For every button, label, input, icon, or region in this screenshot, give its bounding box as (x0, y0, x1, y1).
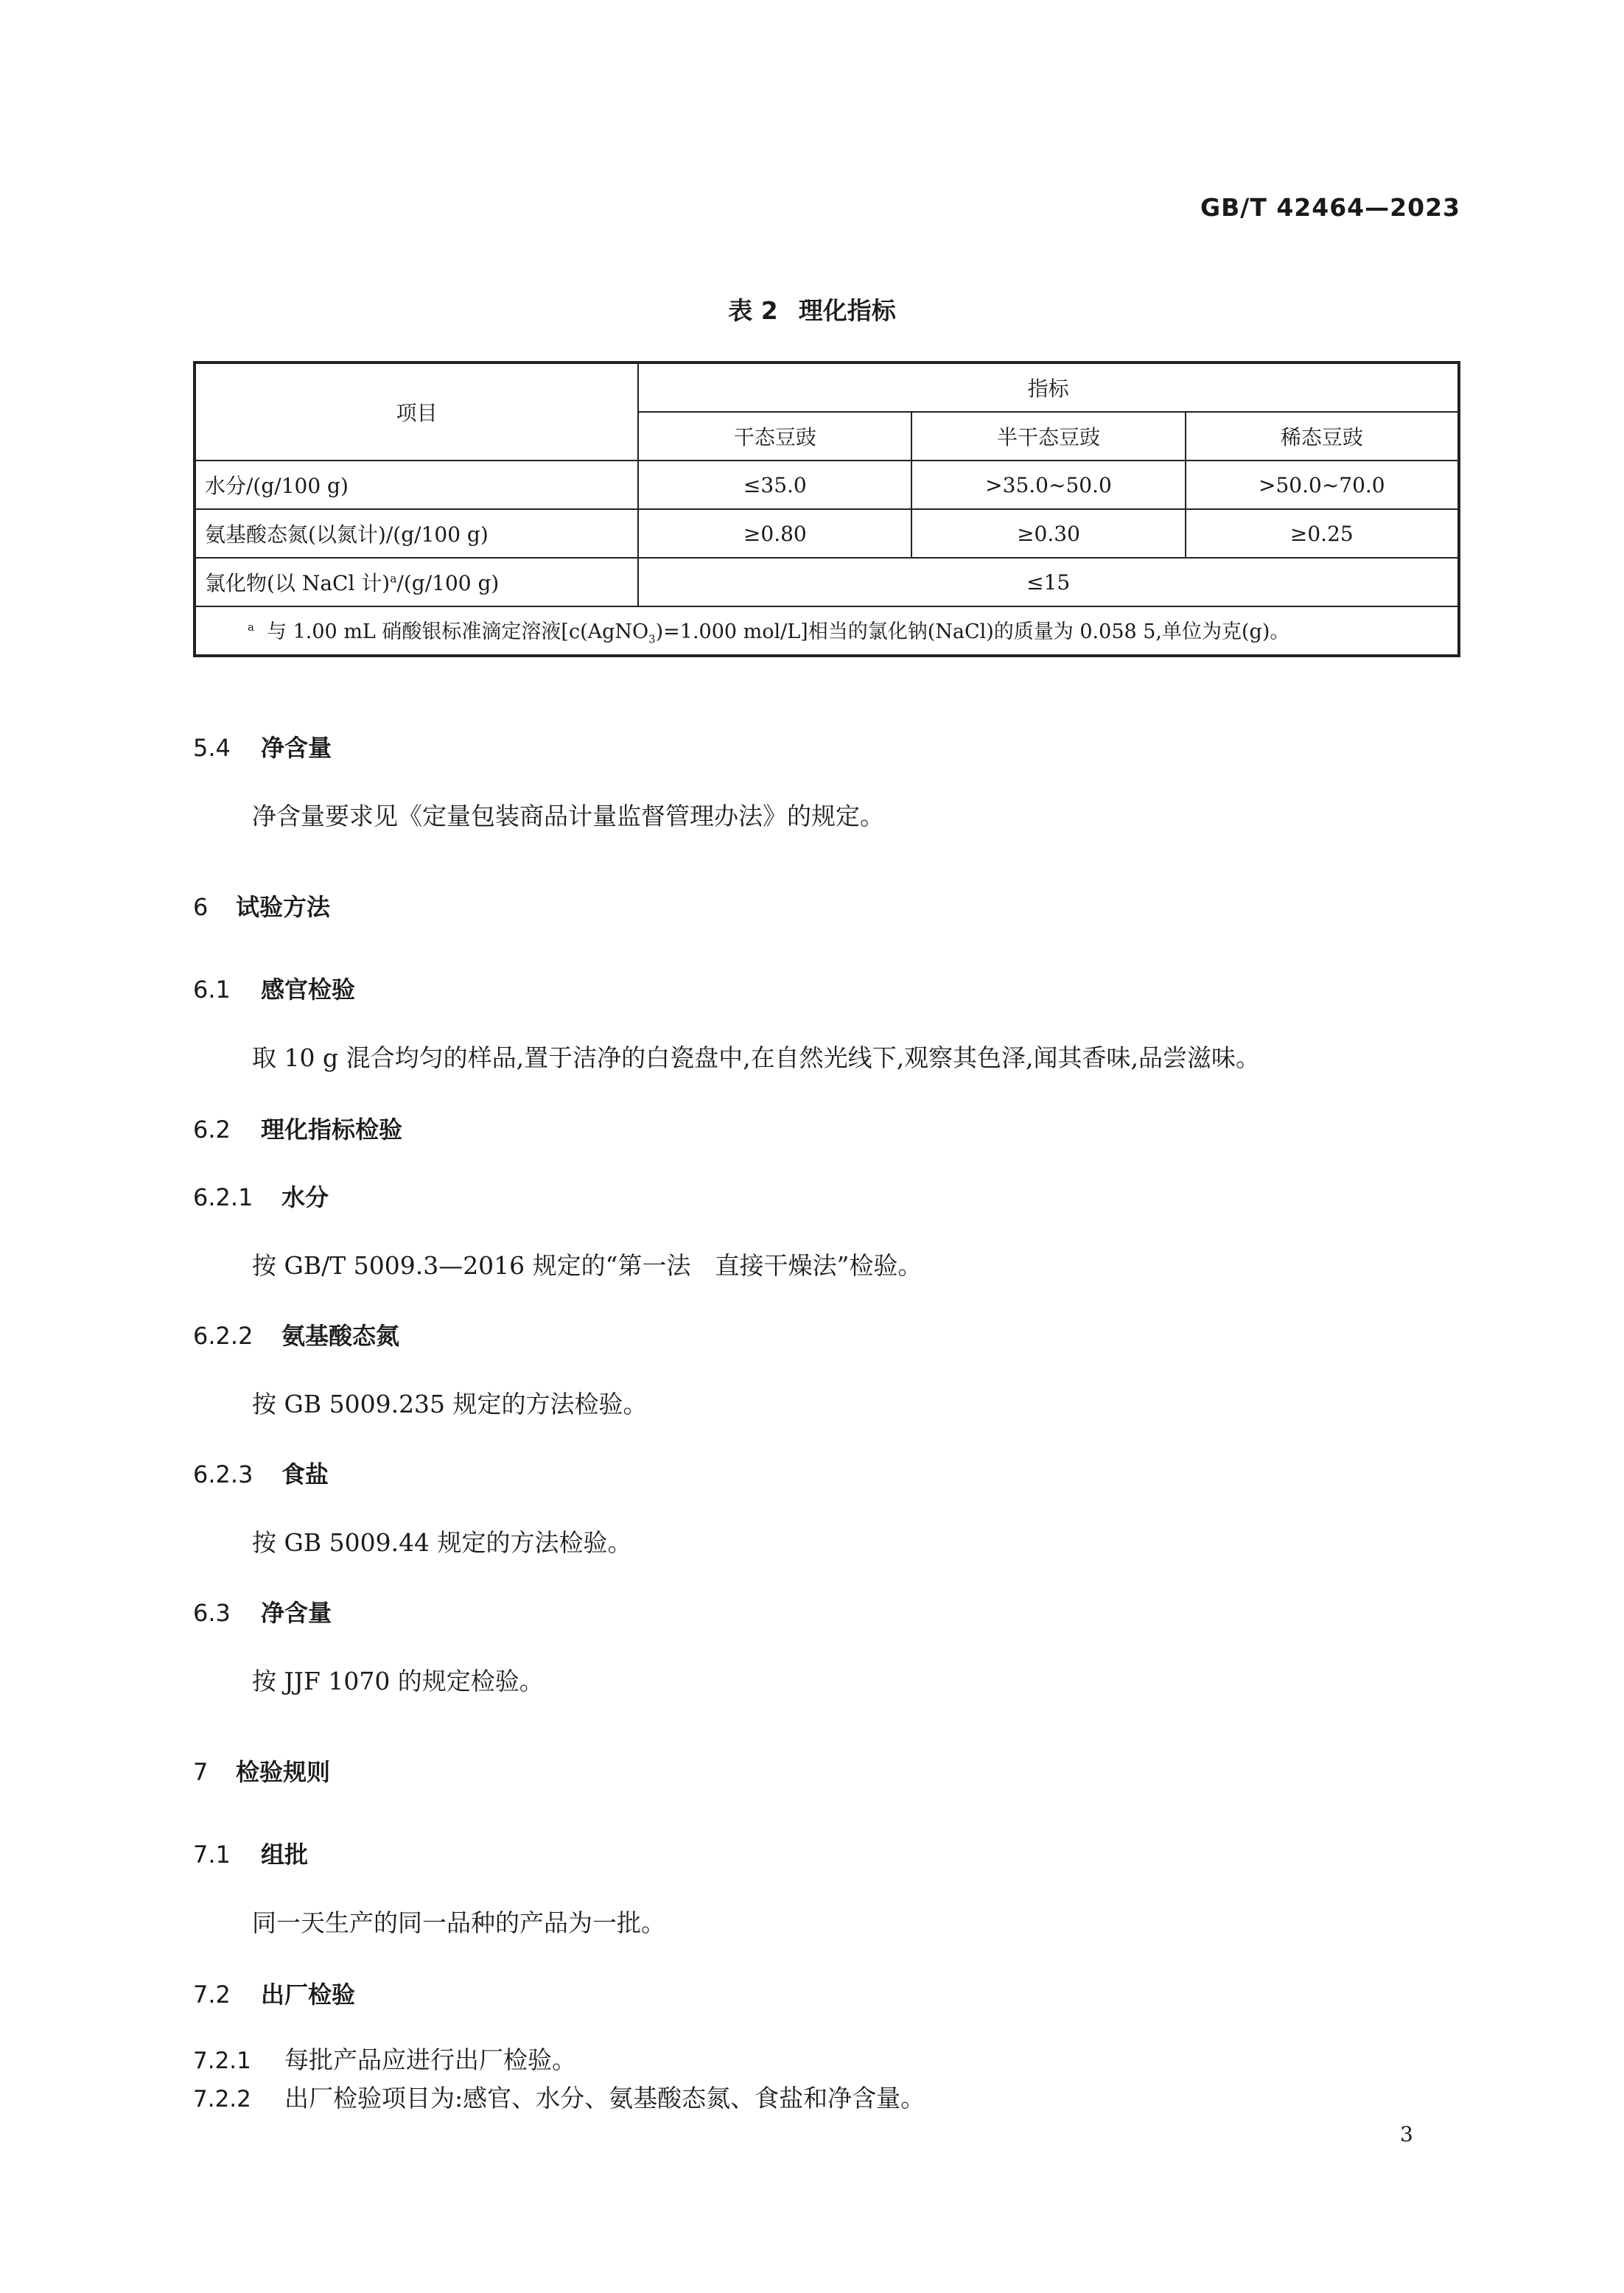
clause-number: 7.2.1 (193, 2048, 251, 2074)
section-heading (193, 1111, 402, 1145)
table-note (195, 606, 1459, 656)
clause-number: 7.2.2 (193, 2086, 251, 2112)
section-heading (193, 971, 355, 1005)
row-item: 水分/(g/100 g) (195, 461, 638, 509)
clause-text: 出厂检验项目为:感官、水分、氨基酸态氮、食盐和净含量。 (284, 2084, 925, 2112)
table-row (195, 461, 1459, 509)
table-row (195, 509, 1459, 558)
section-title: 检验规则 (236, 1758, 331, 1786)
chapter-heading (193, 1754, 330, 1788)
section-title: 水分 (281, 1183, 329, 1211)
table-title (0, 292, 1624, 326)
chloride-footnote-mark: a (390, 572, 397, 586)
paragraph: 净含量要求见《定量包装商品计量监督管理办法》的规定。 (252, 802, 884, 830)
row-dry-value: ≥0.80 (638, 509, 911, 558)
clause-text: 每批产品应进行出厂检验。 (284, 2045, 576, 2074)
section-title: 净含量 (261, 734, 332, 762)
note-text-post: )=1.000 mol/L]相当的氯化钠(NaCl)的质量为 0.058 5,单位为克(g)。 (655, 620, 1290, 644)
standard-code: GB/T 42464—2023 (1200, 193, 1460, 222)
paragraph: 按 GB/T 5009.3—2016 规定的“第一法 直接干燥法”检验。 (252, 1251, 923, 1280)
note-mark: a (248, 620, 254, 634)
table-note-row (195, 606, 1459, 656)
clause (193, 2079, 925, 2114)
row-dry-value: ≤35.0 (638, 461, 911, 509)
chapter-heading (193, 889, 330, 923)
section-number: 7.1 (193, 1841, 231, 1869)
section-number: 6.2.2 (193, 1322, 253, 1350)
chloride-item-post: /(g/100 g) (396, 571, 500, 595)
physicochemical-table (193, 361, 1460, 657)
table-title-text: 理化指标 (798, 296, 896, 325)
section-number: 7.2 (193, 1981, 231, 2009)
section-number: 6 (193, 893, 209, 921)
header-dry: 干态豆豉 (638, 412, 911, 461)
header-thin: 稀态豆豉 (1186, 412, 1459, 461)
section-heading (193, 1836, 308, 1870)
paragraph: 同一天生产的同一品种的产品为一批。 (252, 1908, 665, 1937)
row-thin-value: >50.0~70.0 (1186, 461, 1459, 509)
section-number: 5.4 (193, 734, 231, 762)
section-title: 净含量 (261, 1599, 332, 1627)
page-number: 3 (1400, 2122, 1413, 2146)
section-title: 食盐 (281, 1460, 329, 1488)
section-heading (193, 1976, 355, 2010)
row-thin-value: ≥0.25 (1186, 509, 1459, 558)
chloride-value: ≤15 (638, 558, 1459, 606)
section-number: 7 (193, 1758, 209, 1786)
section-heading (193, 1594, 332, 1628)
note-text-pre: 与 1.00 mL 硝酸银标准滴定溶液[c(AgNO (267, 620, 649, 644)
row-semi-value: >35.0~50.0 (911, 461, 1185, 509)
section-title: 氨基酸态氮 (281, 1322, 400, 1350)
clause (193, 2041, 576, 2076)
header-item: 项目 (195, 363, 638, 461)
row-item (195, 558, 638, 606)
section-heading (193, 1179, 329, 1213)
section-heading (193, 1456, 329, 1490)
row-semi-value: ≥0.30 (911, 509, 1185, 558)
chloride-item-pre: 氯化物(以 NaCl 计) (205, 571, 391, 595)
section-number: 6.2 (193, 1116, 231, 1144)
header-semi-dry: 半干态豆豉 (911, 412, 1185, 461)
paragraph: 按 GB 5009.235 规定的方法检验。 (252, 1390, 648, 1418)
section-title: 试验方法 (236, 893, 331, 921)
paragraph: 取 10 g 混合均匀的样品,置于洁净的白瓷盘中,在自然光线下,观察其色泽,闻其香味,品尝滋味。 (252, 1043, 1261, 1072)
section-heading (193, 729, 332, 763)
header-indicator: 指标 (638, 363, 1459, 412)
section-title: 组批 (261, 1841, 309, 1869)
paragraph: 按 JJF 1070 的规定检验。 (252, 1667, 544, 1695)
table-header-row (195, 363, 1459, 412)
section-number: 6.1 (193, 976, 231, 1004)
section-title: 感官检验 (261, 976, 356, 1004)
table-row (195, 558, 1459, 606)
note-subscript: 3 (648, 632, 656, 646)
section-title: 理化指标检验 (261, 1116, 403, 1144)
paragraph: 按 GB 5009.44 规定的方法检验。 (252, 1528, 632, 1557)
table-title-label: 表 2 (728, 296, 778, 325)
row-item: 氨基酸态氮(以氮计)/(g/100 g) (195, 509, 638, 558)
section-heading (193, 1317, 399, 1351)
section-number: 6.3 (193, 1599, 231, 1627)
section-title: 出厂检验 (261, 1981, 356, 2009)
section-number: 6.2.3 (193, 1460, 253, 1488)
section-number: 6.2.1 (193, 1183, 253, 1211)
